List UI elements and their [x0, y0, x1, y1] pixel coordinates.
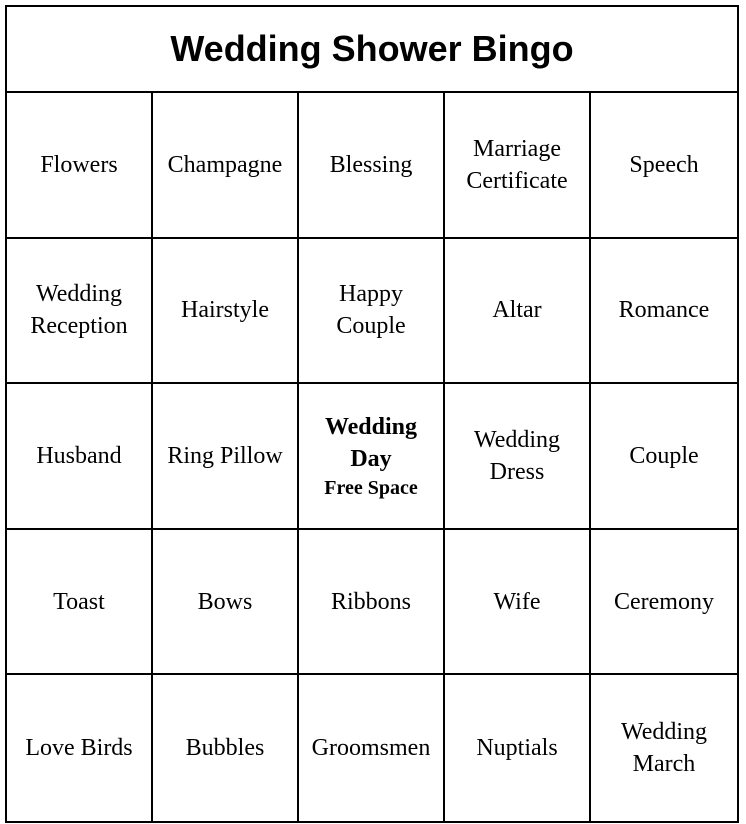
bingo-cell: Flowers	[7, 93, 153, 239]
bingo-cell: Wedding Dress	[445, 384, 591, 530]
free-space-cell	[299, 384, 445, 530]
card-title: Wedding Shower Bingo	[170, 28, 574, 69]
bingo-grid	[7, 93, 737, 821]
bingo-cell: Ribbons	[299, 530, 445, 676]
title-row	[7, 7, 737, 93]
bingo-cell: Ring Pillow	[153, 384, 299, 530]
bingo-cell: Hairstyle	[153, 239, 299, 385]
bingo-cell: Altar	[445, 239, 591, 385]
bingo-cell: Couple	[591, 384, 737, 530]
bingo-cell: Ceremony	[591, 530, 737, 676]
bingo-cell: Champagne	[153, 93, 299, 239]
bingo-cell: Wife	[445, 530, 591, 676]
bingo-cell: Nuptials	[445, 675, 591, 821]
free-space-label: Free Space	[324, 476, 418, 499]
bingo-cell: Husband	[7, 384, 153, 530]
bingo-cell: Groomsmen	[299, 675, 445, 821]
bingo-cell: Blessing	[299, 93, 445, 239]
bingo-cell: Marriage Certificate	[445, 93, 591, 239]
bingo-cell: Romance	[591, 239, 737, 385]
bingo-cell: Speech	[591, 93, 737, 239]
bingo-cell: Bubbles	[153, 675, 299, 821]
bingo-cell: Love Birds	[7, 675, 153, 821]
bingo-cell: Toast	[7, 530, 153, 676]
bingo-cell: Happy Couple	[299, 239, 445, 385]
bingo-cell: Wedding Reception	[7, 239, 153, 385]
bingo-cell: Wedding March	[620, 719, 708, 778]
bingo-cell: Bows	[153, 530, 299, 676]
bingo-card	[5, 5, 739, 823]
free-space-title: Wedding Day	[324, 413, 418, 472]
